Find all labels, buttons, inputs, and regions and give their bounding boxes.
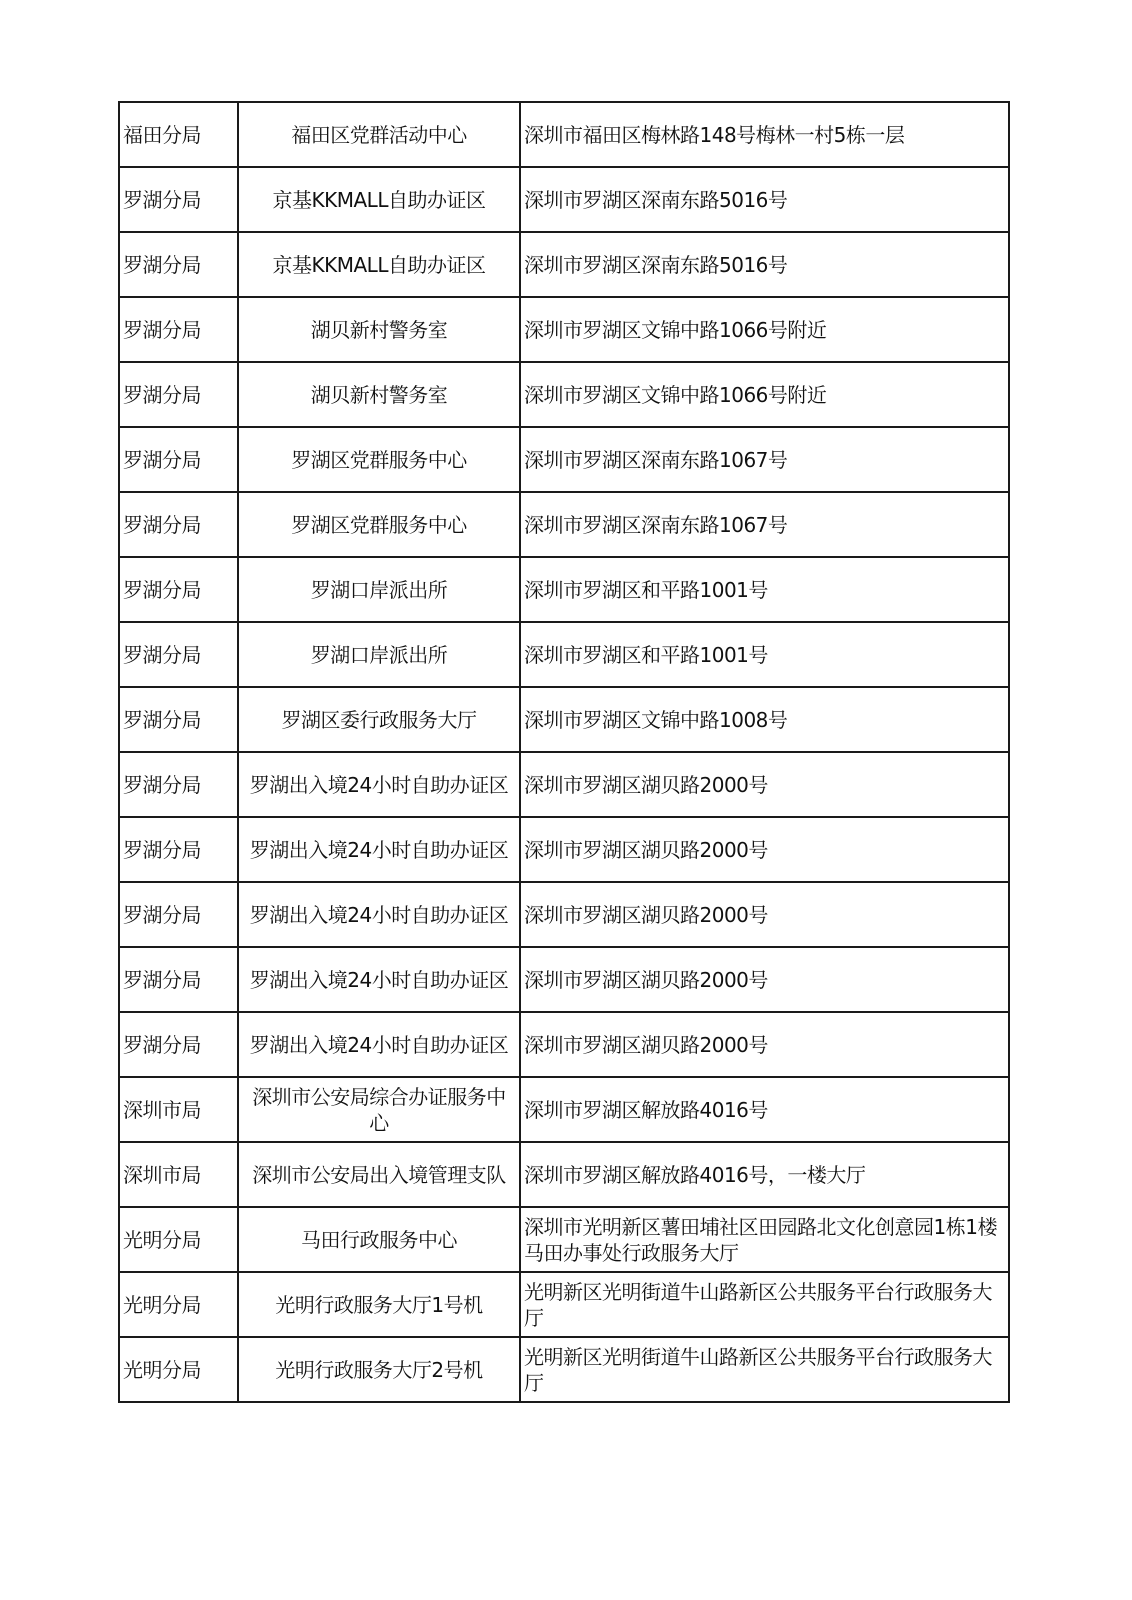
table-row [119, 882, 1009, 947]
address-cell: 深圳市罗湖区文锦中路1066号附近 [520, 362, 1009, 427]
table-row [119, 947, 1009, 1012]
address-cell: 光明新区光明街道牛山路新区公共服务平台行政服务大厅 [520, 1337, 1009, 1402]
address-cell: 深圳市罗湖区文锦中路1008号 [520, 687, 1009, 752]
bureau-cell: 罗湖分局 [119, 297, 238, 362]
address-cell: 深圳市罗湖区湖贝路2000号 [520, 752, 1009, 817]
table-row [119, 102, 1009, 167]
table-row [119, 1272, 1009, 1337]
bureau-cell: 福田分局 [119, 102, 238, 167]
site-cell: 罗湖口岸派出所 [238, 557, 520, 622]
address-cell: 深圳市罗湖区解放路4016号，一楼大厅 [520, 1142, 1009, 1207]
address-cell: 深圳市罗湖区深南东路1067号 [520, 427, 1009, 492]
address-cell: 深圳市罗湖区湖贝路2000号 [520, 947, 1009, 1012]
address-cell: 深圳市罗湖区深南东路5016号 [520, 167, 1009, 232]
address-cell: 深圳市罗湖区湖贝路2000号 [520, 882, 1009, 947]
service-location-table [118, 101, 1010, 1403]
address-cell: 深圳市罗湖区和平路1001号 [520, 557, 1009, 622]
table-row [119, 427, 1009, 492]
address-cell: 深圳市罗湖区深南东路5016号 [520, 232, 1009, 297]
address-cell: 深圳市罗湖区深南东路1067号 [520, 492, 1009, 557]
bureau-cell: 光明分局 [119, 1207, 238, 1272]
site-cell: 罗湖区党群服务中心 [238, 492, 520, 557]
site-cell: 罗湖出入境24小时自助办证区 [238, 752, 520, 817]
site-cell: 深圳市公安局出入境管理支队 [238, 1142, 520, 1207]
bureau-cell: 罗湖分局 [119, 882, 238, 947]
table-row [119, 1012, 1009, 1077]
site-cell: 光明行政服务大厅1号机 [238, 1272, 520, 1337]
site-cell: 罗湖出入境24小时自助办证区 [238, 882, 520, 947]
site-cell: 湖贝新村警务室 [238, 362, 520, 427]
bureau-cell: 光明分局 [119, 1337, 238, 1402]
address-cell: 深圳市福田区梅林路148号梅林一村5栋一层 [520, 102, 1009, 167]
table-row [119, 167, 1009, 232]
table-row [119, 1142, 1009, 1207]
table-row [119, 1207, 1009, 1272]
bureau-cell: 罗湖分局 [119, 1012, 238, 1077]
table-row [119, 492, 1009, 557]
bureau-cell: 罗湖分局 [119, 232, 238, 297]
site-cell: 京基KKMALL自助办证区 [238, 167, 520, 232]
bureau-cell: 罗湖分局 [119, 167, 238, 232]
table-row [119, 1077, 1009, 1142]
site-cell: 罗湖区党群服务中心 [238, 427, 520, 492]
site-cell: 光明行政服务大厅2号机 [238, 1337, 520, 1402]
table-row [119, 752, 1009, 817]
site-cell: 京基KKMALL自助办证区 [238, 232, 520, 297]
site-cell: 罗湖出入境24小时自助办证区 [238, 817, 520, 882]
site-cell: 湖贝新村警务室 [238, 297, 520, 362]
bureau-cell: 罗湖分局 [119, 817, 238, 882]
site-cell: 罗湖出入境24小时自助办证区 [238, 1012, 520, 1077]
bureau-cell: 罗湖分局 [119, 557, 238, 622]
address-cell: 光明新区光明街道牛山路新区公共服务平台行政服务大厅 [520, 1272, 1009, 1337]
site-cell: 深圳市公安局综合办证服务中心 [238, 1077, 520, 1142]
bureau-cell: 罗湖分局 [119, 752, 238, 817]
table-row [119, 1337, 1009, 1402]
address-cell: 深圳市罗湖区湖贝路2000号 [520, 817, 1009, 882]
bureau-cell: 罗湖分局 [119, 947, 238, 1012]
address-cell: 深圳市罗湖区文锦中路1066号附近 [520, 297, 1009, 362]
site-cell: 马田行政服务中心 [238, 1207, 520, 1272]
bureau-cell: 罗湖分局 [119, 362, 238, 427]
table-row [119, 687, 1009, 752]
address-cell: 深圳市罗湖区解放路4016号 [520, 1077, 1009, 1142]
site-cell: 罗湖出入境24小时自助办证区 [238, 947, 520, 1012]
bureau-cell: 光明分局 [119, 1272, 238, 1337]
site-cell: 罗湖口岸派出所 [238, 622, 520, 687]
bureau-cell: 罗湖分局 [119, 492, 238, 557]
address-cell: 深圳市罗湖区湖贝路2000号 [520, 1012, 1009, 1077]
table-row [119, 297, 1009, 362]
table-row [119, 232, 1009, 297]
table-row [119, 622, 1009, 687]
table-row [119, 817, 1009, 882]
table-row [119, 362, 1009, 427]
address-cell: 深圳市罗湖区和平路1001号 [520, 622, 1009, 687]
table-body [119, 102, 1009, 1402]
address-cell: 深圳市光明新区薯田埔社区田园路北文化创意园1栋1楼马田办事处行政服务大厅 [520, 1207, 1009, 1272]
bureau-cell: 深圳市局 [119, 1142, 238, 1207]
bureau-cell: 罗湖分局 [119, 427, 238, 492]
bureau-cell: 深圳市局 [119, 1077, 238, 1142]
site-cell: 福田区党群活动中心 [238, 102, 520, 167]
bureau-cell: 罗湖分局 [119, 622, 238, 687]
site-cell: 罗湖区委行政服务大厅 [238, 687, 520, 752]
bureau-cell: 罗湖分局 [119, 687, 238, 752]
table-row [119, 557, 1009, 622]
